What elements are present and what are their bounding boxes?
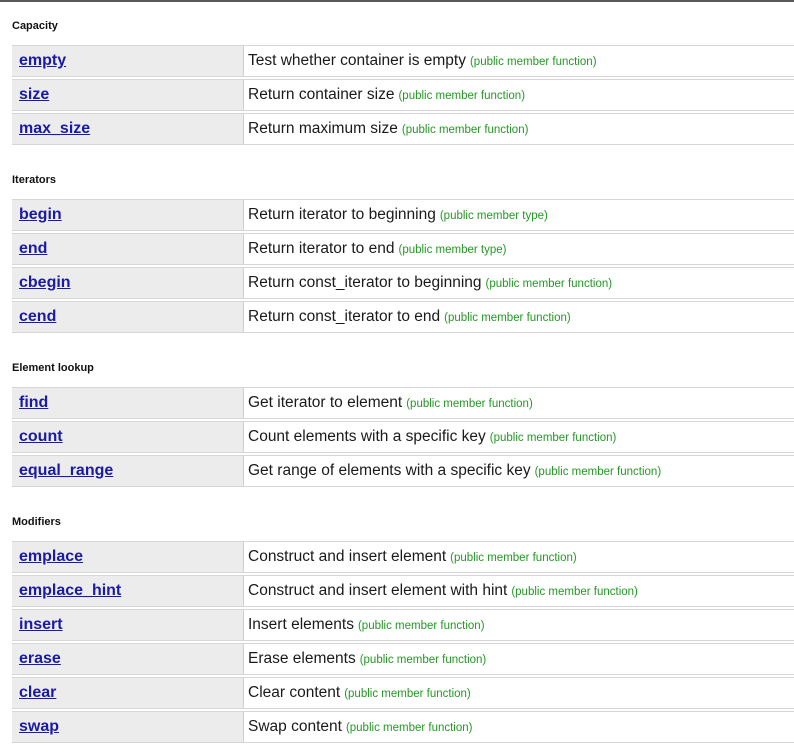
member-name-cell bbox=[12, 388, 244, 418]
member-name-cell bbox=[12, 200, 244, 230]
member-desc-cell bbox=[244, 712, 794, 742]
member-kind-tag: (public member function) bbox=[534, 466, 662, 478]
member-desc-cell bbox=[244, 678, 794, 708]
member-kind-tag: (public member function) bbox=[401, 124, 529, 136]
member-link-max_size[interactable]: max_size bbox=[19, 120, 91, 137]
member-kind-tag: (public member function) bbox=[406, 398, 533, 410]
member-link-insert[interactable]: insert bbox=[19, 616, 63, 633]
table-row bbox=[12, 575, 794, 607]
member-name-cell bbox=[12, 422, 244, 452]
member-link-erase[interactable]: erase bbox=[19, 650, 61, 667]
member-desc-cell bbox=[244, 542, 794, 572]
member-link-equal_range[interactable]: equal_range bbox=[19, 462, 114, 479]
member-kind-tag: (public member function) bbox=[357, 620, 485, 632]
table-row bbox=[12, 301, 794, 333]
member-name-cell bbox=[12, 610, 244, 640]
member-desc-cell bbox=[244, 200, 794, 230]
member-link-cbegin[interactable]: cbegin bbox=[19, 274, 71, 291]
member-kind-tag: (public member function) bbox=[450, 552, 577, 564]
member-link-empty[interactable]: empty bbox=[19, 52, 67, 69]
member-description: Clear content bbox=[248, 684, 341, 701]
member-description: Count elements with a specific key bbox=[248, 428, 486, 445]
member-desc-cell bbox=[244, 456, 794, 486]
table-row bbox=[12, 387, 794, 419]
member-description: Swap content bbox=[248, 718, 342, 735]
member-link-count[interactable]: count bbox=[19, 428, 63, 445]
member-kind-tag: (public member function) bbox=[345, 722, 473, 734]
section-title: Iterators bbox=[12, 174, 57, 186]
member-name-cell bbox=[12, 114, 244, 144]
member-description: Test whether container is empty bbox=[248, 52, 466, 69]
member-link-begin[interactable]: begin bbox=[19, 206, 62, 223]
member-description: Return iterator to beginning bbox=[248, 206, 436, 223]
member-kind-tag: (public member function) bbox=[444, 312, 571, 324]
member-table bbox=[12, 541, 794, 745]
member-description: Get range of elements with a specific key bbox=[248, 462, 531, 479]
member-description: Return const_iterator to end bbox=[248, 308, 441, 325]
member-name-cell bbox=[12, 576, 244, 606]
member-name-cell bbox=[12, 456, 244, 486]
member-desc-cell bbox=[244, 576, 794, 606]
member-kind-tag: (public member function) bbox=[344, 688, 471, 700]
member-description: Return maximum size bbox=[248, 120, 398, 137]
table-row bbox=[12, 421, 794, 453]
member-link-end[interactable]: end bbox=[19, 240, 48, 257]
table-row bbox=[12, 113, 794, 145]
member-kind-tag: (public member function) bbox=[398, 90, 526, 102]
member-kind-tag: (public member function) bbox=[511, 586, 638, 598]
table-row bbox=[12, 643, 794, 675]
member-description: Construct and insert element with hint bbox=[248, 582, 508, 599]
member-description: Get iterator to element bbox=[248, 394, 403, 411]
member-desc-cell bbox=[244, 422, 794, 452]
table-row bbox=[12, 199, 794, 231]
member-desc-cell bbox=[244, 268, 794, 298]
member-link-emplace[interactable]: emplace bbox=[19, 548, 84, 565]
member-name-cell bbox=[12, 80, 244, 110]
member-link-clear[interactable]: clear bbox=[19, 684, 57, 701]
member-desc-cell bbox=[244, 80, 794, 110]
member-desc-cell bbox=[244, 302, 794, 332]
member-name-cell bbox=[12, 644, 244, 674]
section-title: Element lookup bbox=[12, 362, 94, 374]
member-description: Return iterator to end bbox=[248, 240, 395, 257]
member-table bbox=[12, 387, 794, 489]
table-row bbox=[12, 455, 794, 487]
member-kind-tag: (public member function) bbox=[489, 432, 617, 444]
member-name-cell bbox=[12, 46, 244, 76]
member-name-cell bbox=[12, 678, 244, 708]
table-row bbox=[12, 267, 794, 299]
member-kind-tag: (public member function) bbox=[485, 278, 613, 290]
member-description: Return const_iterator to beginning bbox=[248, 274, 482, 291]
member-name-cell bbox=[12, 542, 244, 572]
member-kind-tag: (public member function) bbox=[359, 654, 487, 666]
member-desc-cell bbox=[244, 388, 794, 418]
table-row bbox=[12, 79, 794, 111]
member-name-cell bbox=[12, 302, 244, 332]
section-title: Modifiers bbox=[12, 516, 61, 528]
member-name-cell bbox=[12, 268, 244, 298]
table-row bbox=[12, 609, 794, 641]
member-table bbox=[12, 199, 794, 335]
member-desc-cell bbox=[244, 234, 794, 264]
table-row bbox=[12, 711, 794, 743]
member-link-size[interactable]: size bbox=[19, 86, 50, 103]
member-desc-cell bbox=[244, 644, 794, 674]
section-title: Capacity bbox=[12, 20, 58, 32]
member-description: Insert elements bbox=[248, 616, 354, 633]
member-link-swap[interactable]: swap bbox=[19, 718, 60, 735]
member-table bbox=[12, 45, 794, 147]
member-description: Construct and insert element bbox=[248, 548, 447, 565]
member-desc-cell bbox=[244, 46, 794, 76]
table-row bbox=[12, 677, 794, 709]
table-row bbox=[12, 45, 794, 77]
table-row bbox=[12, 233, 794, 265]
member-kind-tag: (public member function) bbox=[469, 56, 597, 68]
member-name-cell bbox=[12, 712, 244, 742]
member-description: Erase elements bbox=[248, 650, 356, 667]
member-kind-tag: (public member type) bbox=[398, 244, 507, 256]
member-description: Return container size bbox=[248, 86, 395, 103]
table-row bbox=[12, 541, 794, 573]
member-kind-tag: (public member type) bbox=[439, 210, 548, 222]
member-link-find[interactable]: find bbox=[19, 394, 49, 411]
member-link-cend[interactable]: cend bbox=[19, 308, 57, 325]
top-divider bbox=[0, 0, 794, 2]
member-desc-cell bbox=[244, 610, 794, 640]
member-name-cell bbox=[12, 234, 244, 264]
member-link-emplace_hint[interactable]: emplace_hint bbox=[19, 582, 122, 599]
member-desc-cell bbox=[244, 114, 794, 144]
